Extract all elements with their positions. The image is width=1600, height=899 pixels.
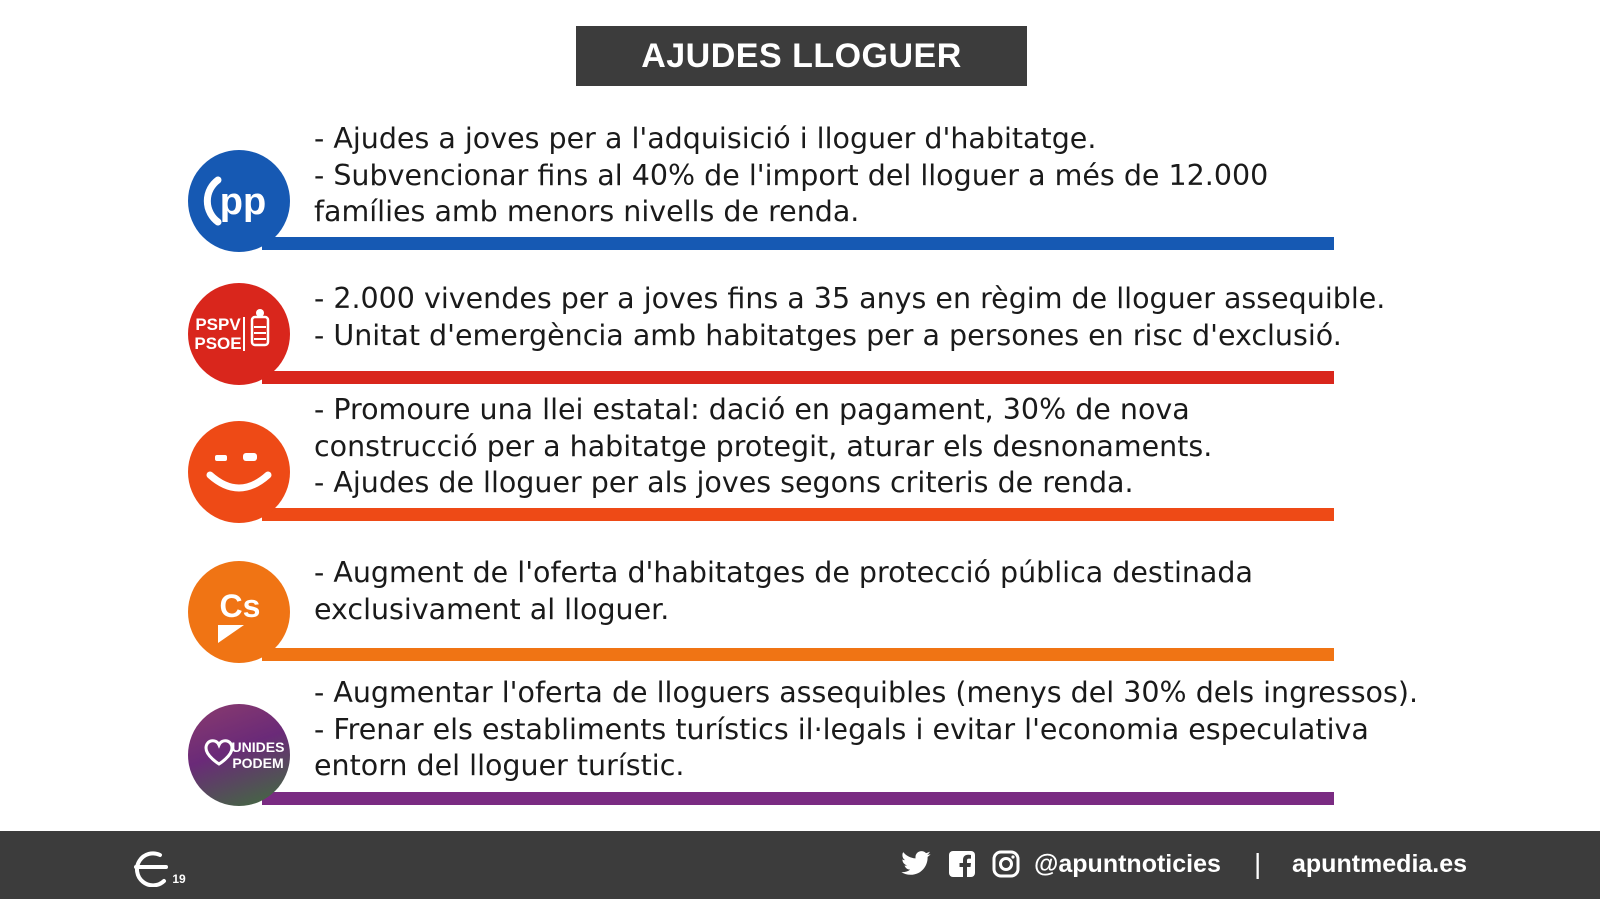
- social-handle[interactable]: @apuntnoticies: [1034, 850, 1221, 878]
- party-bar-unides-podem: [262, 792, 1334, 805]
- apunt-logo-icon: [130, 845, 190, 891]
- party-text-pp: [314, 121, 1268, 231]
- instagram-icon[interactable]: [992, 850, 1020, 878]
- facebook-icon[interactable]: [948, 850, 976, 878]
- party-line: construcció per a habitatge protegit, aturar els desnonaments.: [314, 429, 1213, 463]
- compromis-logo-icon: [188, 421, 290, 523]
- party-bar-pp: [262, 237, 1334, 250]
- party-line: - Promoure una llei estatal: dació en pagament, 30% de nova: [314, 393, 1190, 426]
- party-line: - Subvencionar fins al 40% de l'import del lloguer a més de 12.000: [314, 158, 1269, 192]
- pp-logo-icon: [188, 150, 290, 252]
- party-line: exclusivament al lloguer.: [314, 592, 670, 626]
- party-bar-ciudadanos: [262, 648, 1334, 661]
- website-link[interactable]: apuntmedia.es: [1292, 850, 1468, 878]
- party-text-ciudadanos: [314, 555, 1253, 628]
- ciudadanos-logo-icon: [188, 561, 290, 663]
- party-bar-pspv-psoe: [262, 371, 1334, 384]
- party-text-pspv-psoe: [314, 281, 1385, 354]
- party-line: - Unitat d'emergència amb habitatges per a persones en risc d'exclusió.: [314, 318, 1342, 352]
- party-line: - Ajudes de lloguer per als joves segons criteris de renda.: [314, 466, 1134, 499]
- party-text-unides-podem: [314, 675, 1418, 785]
- pp-logo-text: pp: [219, 181, 267, 223]
- pspv-psoe-logo-icon: [188, 283, 290, 385]
- party-line: famílies amb menors nivells de renda.: [314, 195, 860, 228]
- party-line: entorn del lloguer turístic.: [314, 749, 685, 782]
- party-line: - Frenar els establiments turístics il·legals i evitar l'economia especulativa: [314, 712, 1369, 746]
- brand-badge: 19: [172, 872, 186, 886]
- party-line: - 2.000 vivendes per a joves fins a 35 anys en règim de lloguer assequible.: [314, 282, 1386, 315]
- footer-bar: [0, 831, 1600, 899]
- twitter-icon[interactable]: [900, 850, 932, 878]
- footer-separator: |: [1254, 848, 1262, 879]
- pspv-logo-text: PSPV: [195, 315, 241, 334]
- party-line: - Ajudes a joves per a l'adquisició i lloguer d'habitatge.: [314, 122, 1097, 155]
- page-title: AJUDES LLOGUER: [576, 26, 1027, 86]
- unides-podem-logo-icon: [188, 704, 290, 806]
- party-text-compromis: [314, 392, 1212, 502]
- psoe-logo-text: PSOE: [194, 334, 242, 353]
- party-line: - Augmentar l'oferta de lloguers assequibles (menys del 30% dels ingressos).: [314, 676, 1418, 709]
- podem-logo-text: PODEM: [232, 755, 284, 771]
- cs-logo-text: Cs: [219, 588, 261, 624]
- unides-logo-text: UNIDES: [231, 739, 285, 755]
- party-bar-compromis: [262, 508, 1334, 521]
- party-line: - Augment de l'oferta d'habitatges de protecció pública destinada: [314, 556, 1253, 589]
